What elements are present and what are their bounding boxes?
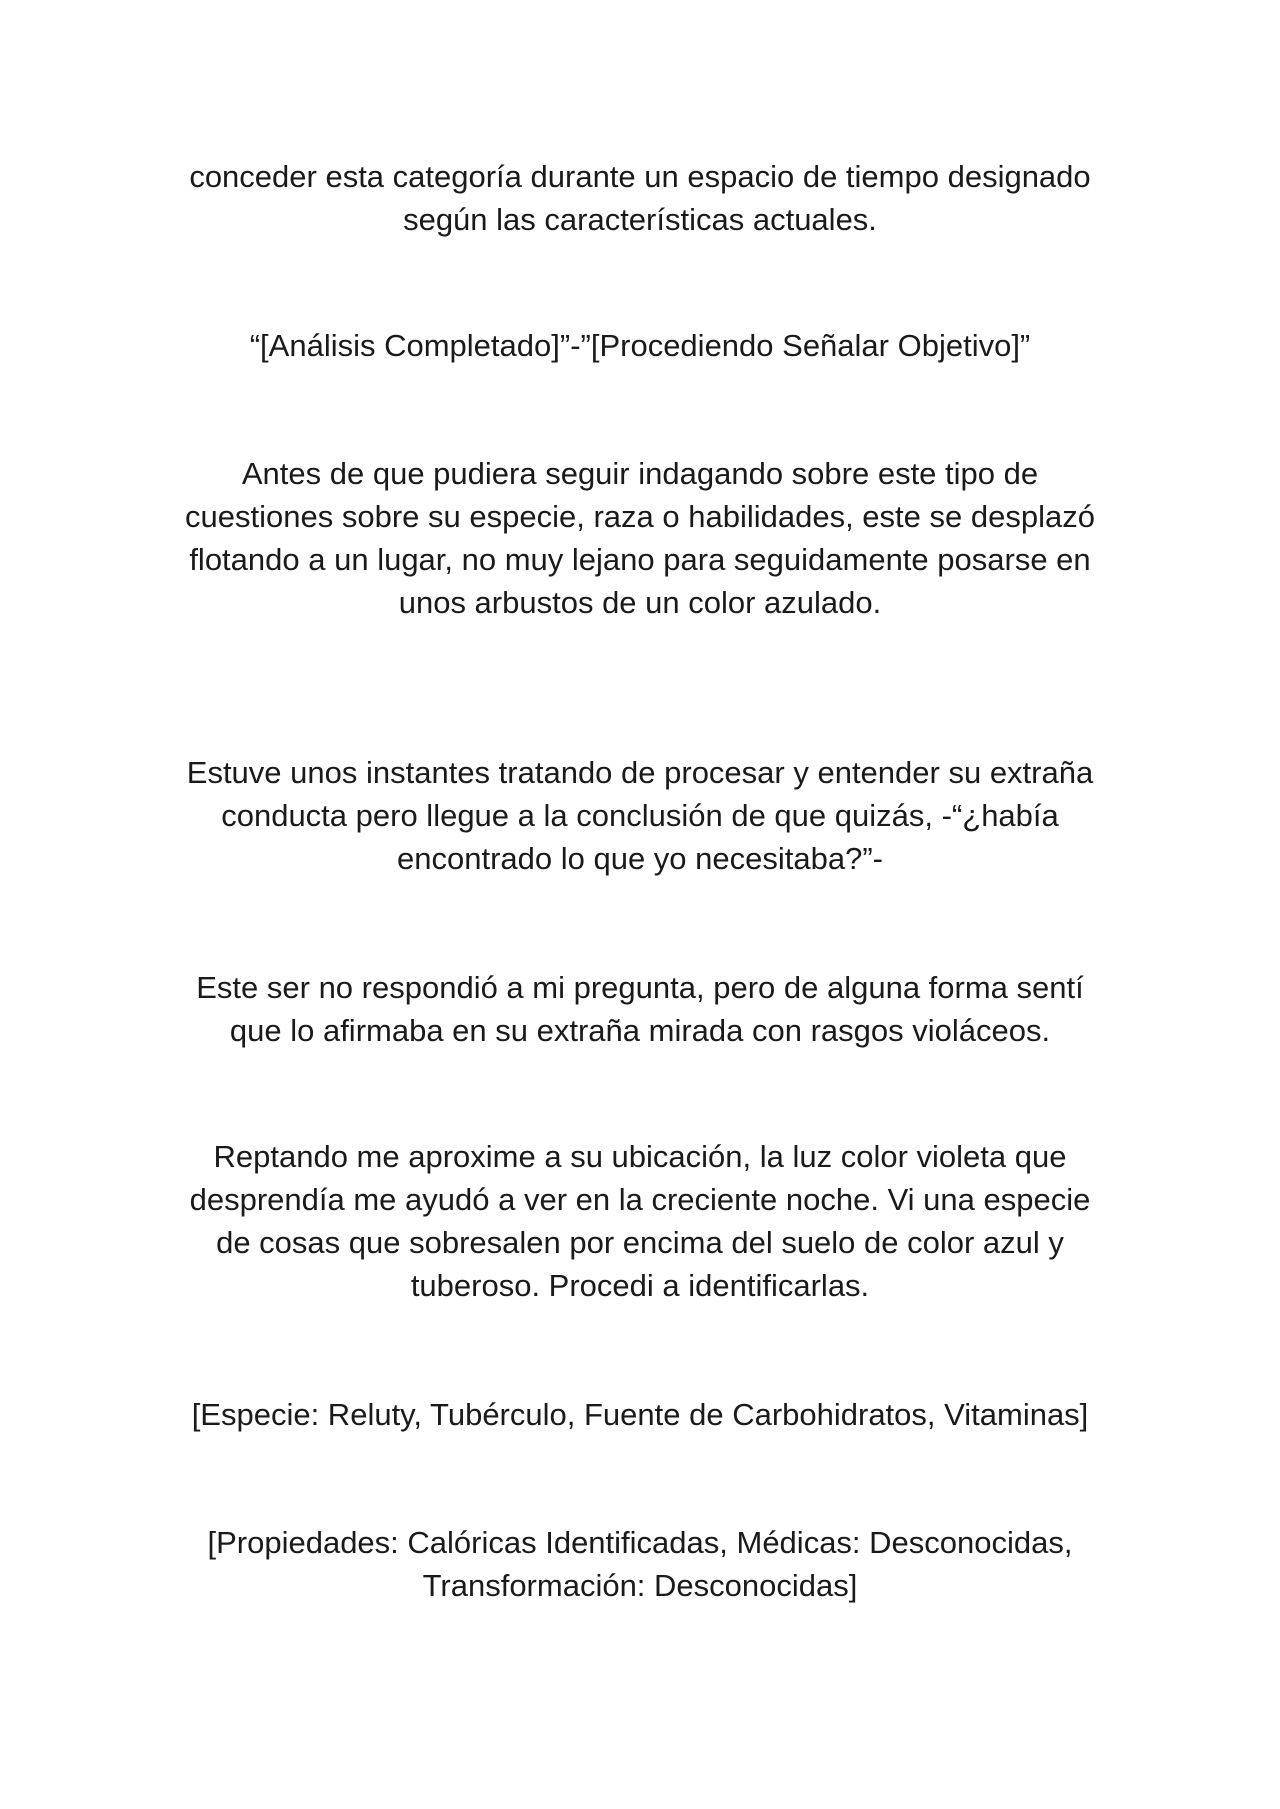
paragraph-category-time: conceder esta categoría durante un espacio de tiempo designado según las características actuales.: [189, 159, 1091, 237]
paragraph-species-info: [Especie: Reluty, Tubérculo, Fuente de Carbohidratos, Vitaminas]: [191, 1397, 1089, 1432]
paragraph-creature-floating: Antes de que pudiera seguir indagando sobre este tipo de cuestiones sobre su especie, raza o habilidades, este se desplazó flotando a un lugar, no muy lejano para seguidamente posarse en unos arbustos de un color azulado.: [185, 456, 1095, 620]
paragraph-analysis-completed: “[Análisis Completado]”-”[Procediendo Señalar Objetivo]”: [249, 328, 1031, 363]
paragraph-crawling-approach: Reptando me aproxime a su ubicación, la luz color violeta que desprendía me ayudó a ver en la creciente noche. Vi una especie de cosas que sobresalen por encima del suelo de color azul y tuberoso. Procedi a identificarlas.: [189, 1139, 1091, 1303]
paragraph-no-answer: Este ser no respondió a mi pregunta, pero de alguna forma sentí que lo afirmaba en su extraña mirada con rasgos violáceos.: [196, 970, 1084, 1048]
paragraph-strange-conduct: Estuve unos instantes tratando de procesar y entender su extraña conducta pero llegue a la conclusión de que quizás, -“¿había encontrado lo que yo necesitaba?”-: [186, 755, 1094, 876]
paragraph-properties-info: [Propiedades: Calóricas Identificadas, Médicas: Desconocidas, Transformación: Desconocidas]: [207, 1525, 1073, 1603]
